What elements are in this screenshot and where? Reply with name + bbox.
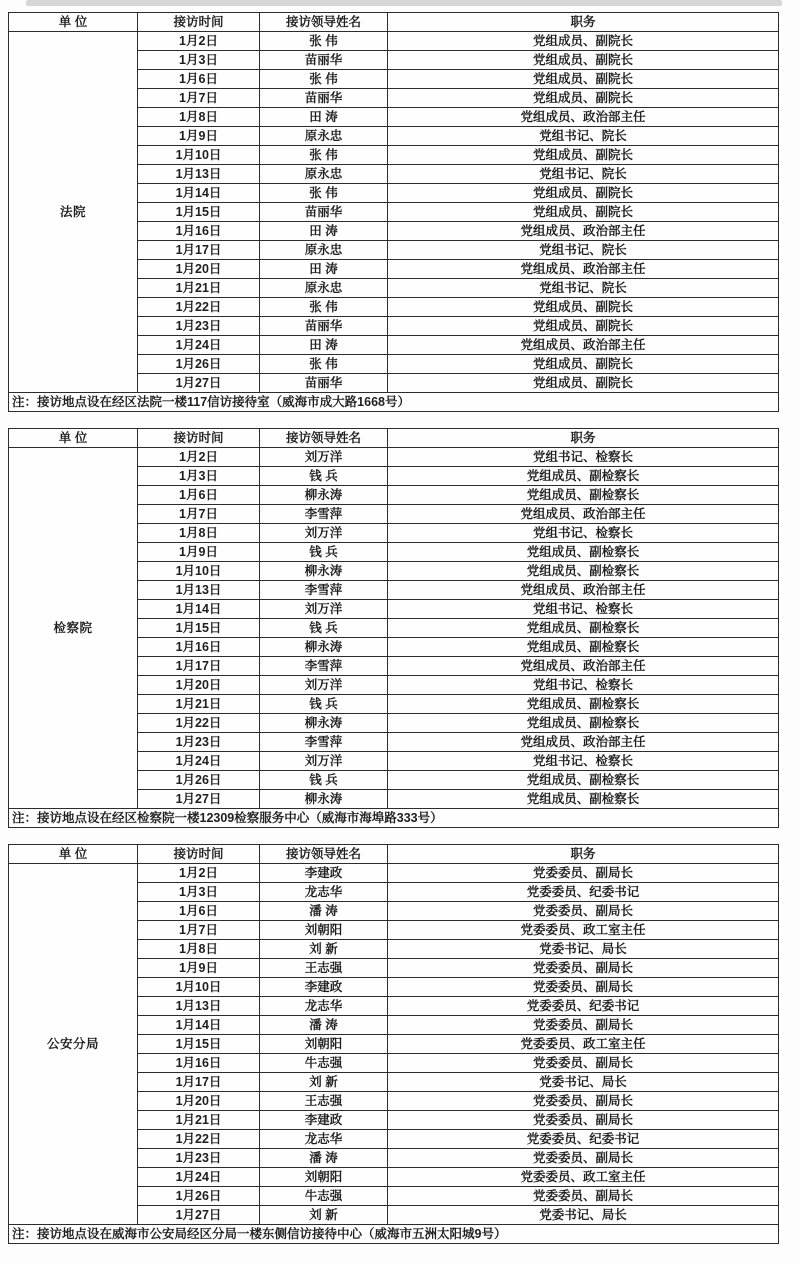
visit-date-cell: 1月9日 — [138, 127, 260, 146]
leader-name-cell: 柳永涛 — [260, 790, 388, 809]
schedule-table-procuratorate — [8, 428, 779, 828]
visit-date-cell: 1月16日 — [138, 1054, 260, 1073]
position-cell: 党组成员、副检察长 — [388, 467, 779, 486]
position-cell: 党组书记、院长 — [388, 241, 779, 260]
leader-name-cell: 刘朝阳 — [260, 921, 388, 940]
position-cell: 党组书记、检察长 — [388, 676, 779, 695]
leader-name-cell: 苗丽华 — [260, 89, 388, 108]
leader-name-cell: 张 伟 — [260, 32, 388, 51]
visit-date-cell: 1月7日 — [138, 505, 260, 524]
visit-date-cell: 1月20日 — [138, 1092, 260, 1111]
leader-name-cell: 苗丽华 — [260, 51, 388, 70]
column-header: 接访时间 — [138, 13, 260, 32]
leader-name-cell: 刘万洋 — [260, 752, 388, 771]
position-cell: 党组书记、检察长 — [388, 752, 779, 771]
leader-name-cell: 李建政 — [260, 978, 388, 997]
position-cell: 党委书记、局长 — [388, 940, 779, 959]
visit-date-cell: 1月15日 — [138, 619, 260, 638]
visit-date-cell: 1月2日 — [138, 448, 260, 467]
visit-date-cell: 1月24日 — [138, 752, 260, 771]
leader-name-cell: 苗丽华 — [260, 317, 388, 336]
position-cell: 党组成员、政治部主任 — [388, 657, 779, 676]
leader-name-cell: 李建政 — [260, 864, 388, 883]
visit-date-cell: 1月8日 — [138, 108, 260, 127]
position-cell: 党组成员、政治部主任 — [388, 336, 779, 355]
visit-date-cell: 1月2日 — [138, 864, 260, 883]
leader-name-cell: 龙志华 — [260, 883, 388, 902]
visit-date-cell: 1月8日 — [138, 524, 260, 543]
visit-date-cell: 1月26日 — [138, 771, 260, 790]
leader-name-cell: 龙志华 — [260, 1130, 388, 1149]
position-cell: 党组成员、副院长 — [388, 355, 779, 374]
leader-name-cell: 王志强 — [260, 959, 388, 978]
leader-name-cell: 苗丽华 — [260, 203, 388, 222]
leader-name-cell: 牛志强 — [260, 1054, 388, 1073]
column-header: 单 位 — [9, 845, 138, 864]
position-cell: 党委委员、政工室主任 — [388, 1035, 779, 1054]
position-cell: 党组书记、院长 — [388, 165, 779, 184]
visit-date-cell: 1月14日 — [138, 1016, 260, 1035]
visit-date-cell: 1月7日 — [138, 89, 260, 108]
visit-date-cell: 1月16日 — [138, 222, 260, 241]
visit-date-cell: 1月14日 — [138, 600, 260, 619]
position-cell: 党委委员、副局长 — [388, 1092, 779, 1111]
position-cell: 党组成员、副检察长 — [388, 771, 779, 790]
visit-date-cell: 1月20日 — [138, 260, 260, 279]
column-header: 接访领导姓名 — [260, 13, 388, 32]
position-cell: 党组成员、政治部主任 — [388, 260, 779, 279]
visit-date-cell: 1月22日 — [138, 714, 260, 733]
position-cell: 党组成员、副院长 — [388, 89, 779, 108]
leader-name-cell: 牛志强 — [260, 1187, 388, 1206]
leader-name-cell: 苗丽华 — [260, 374, 388, 393]
position-cell: 党组成员、副院长 — [388, 70, 779, 89]
note-row — [9, 393, 779, 412]
column-header: 单 位 — [9, 13, 138, 32]
visit-date-cell: 1月27日 — [138, 790, 260, 809]
position-cell: 党组书记、院长 — [388, 127, 779, 146]
visit-date-cell: 1月3日 — [138, 51, 260, 70]
table-row — [9, 448, 779, 467]
visit-date-cell: 1月20日 — [138, 676, 260, 695]
visit-date-cell: 1月27日 — [138, 1206, 260, 1225]
leader-name-cell: 刘万洋 — [260, 600, 388, 619]
position-cell: 党委委员、副局长 — [388, 978, 779, 997]
position-cell: 党组成员、副检察长 — [388, 790, 779, 809]
position-cell: 党委委员、副局长 — [388, 1111, 779, 1130]
table-row — [9, 32, 779, 51]
leader-name-cell: 李雪萍 — [260, 505, 388, 524]
column-header: 职务 — [388, 13, 779, 32]
visit-date-cell: 1月15日 — [138, 1035, 260, 1054]
visit-date-cell: 1月24日 — [138, 336, 260, 355]
column-header: 接访时间 — [138, 429, 260, 448]
position-cell: 党组成员、副院长 — [388, 374, 779, 393]
leader-name-cell: 刘 新 — [260, 1073, 388, 1092]
header-row — [9, 845, 779, 864]
position-cell: 党委委员、纪委书记 — [388, 883, 779, 902]
position-cell: 党委委员、政工室主任 — [388, 921, 779, 940]
leader-name-cell: 李雪萍 — [260, 657, 388, 676]
position-cell: 党组书记、院长 — [388, 279, 779, 298]
visit-date-cell: 1月6日 — [138, 902, 260, 921]
visit-date-cell: 1月14日 — [138, 184, 260, 203]
leader-name-cell: 潘 涛 — [260, 1016, 388, 1035]
leader-name-cell: 原永忠 — [260, 241, 388, 260]
visit-date-cell: 1月22日 — [138, 298, 260, 317]
leader-name-cell: 田 涛 — [260, 222, 388, 241]
visit-date-cell: 1月21日 — [138, 695, 260, 714]
leader-name-cell: 李雪萍 — [260, 581, 388, 600]
visit-date-cell: 1月2日 — [138, 32, 260, 51]
leader-name-cell: 钱 兵 — [260, 619, 388, 638]
visit-date-cell: 1月17日 — [138, 1073, 260, 1092]
visit-date-cell: 1月13日 — [138, 997, 260, 1016]
visit-date-cell: 1月9日 — [138, 959, 260, 978]
visit-date-cell: 1月24日 — [138, 1168, 260, 1187]
leader-name-cell: 刘朝阳 — [260, 1168, 388, 1187]
leader-name-cell: 潘 涛 — [260, 902, 388, 921]
position-cell: 党组成员、副院长 — [388, 51, 779, 70]
position-cell: 党委书记、局长 — [388, 1073, 779, 1092]
visit-date-cell: 1月3日 — [138, 467, 260, 486]
visit-date-cell: 1月26日 — [138, 1187, 260, 1206]
leader-name-cell: 张 伟 — [260, 184, 388, 203]
visit-date-cell: 1月23日 — [138, 1149, 260, 1168]
scan-edge-artifact — [26, 0, 782, 6]
header-row — [9, 429, 779, 448]
column-header: 接访时间 — [138, 845, 260, 864]
leader-name-cell: 田 涛 — [260, 108, 388, 127]
position-cell: 党组成员、副检察长 — [388, 619, 779, 638]
leader-name-cell: 田 涛 — [260, 260, 388, 279]
position-cell: 党委委员、副局长 — [388, 1016, 779, 1035]
note-row — [9, 1225, 779, 1244]
position-cell: 党组成员、副院长 — [388, 184, 779, 203]
visit-date-cell: 1月13日 — [138, 165, 260, 184]
visit-date-cell: 1月3日 — [138, 883, 260, 902]
leader-name-cell: 刘 新 — [260, 940, 388, 959]
leader-name-cell: 钱 兵 — [260, 695, 388, 714]
position-cell: 党委委员、副局长 — [388, 1054, 779, 1073]
leader-name-cell: 钱 兵 — [260, 543, 388, 562]
position-cell: 党组成员、副检察长 — [388, 543, 779, 562]
position-cell: 党组成员、副院长 — [388, 32, 779, 51]
position-cell: 党组书记、检察长 — [388, 448, 779, 467]
visit-date-cell: 1月6日 — [138, 486, 260, 505]
unit-cell: 检察院 — [9, 448, 138, 809]
position-cell: 党组成员、副检察长 — [388, 562, 779, 581]
visit-date-cell: 1月23日 — [138, 317, 260, 336]
position-cell: 党委委员、副局长 — [388, 1187, 779, 1206]
leader-name-cell: 柳永涛 — [260, 562, 388, 581]
position-cell: 党组成员、政治部主任 — [388, 733, 779, 752]
leader-name-cell: 刘万洋 — [260, 448, 388, 467]
position-cell: 党委委员、纪委书记 — [388, 1130, 779, 1149]
position-cell: 党委委员、副局长 — [388, 864, 779, 883]
position-cell: 党组成员、副检察长 — [388, 638, 779, 657]
leader-name-cell: 张 伟 — [260, 298, 388, 317]
visit-date-cell: 1月15日 — [138, 203, 260, 222]
position-cell: 党组成员、副检察长 — [388, 695, 779, 714]
visit-date-cell: 1月17日 — [138, 657, 260, 676]
leader-name-cell: 原永忠 — [260, 279, 388, 298]
position-cell: 党组成员、副院长 — [388, 203, 779, 222]
visit-date-cell: 1月10日 — [138, 562, 260, 581]
position-cell: 党组成员、副检察长 — [388, 714, 779, 733]
reception-location-note: 注：接访地点设在经区法院一楼117信访接待室（威海市成大路1668号） — [9, 393, 779, 412]
visit-date-cell: 1月7日 — [138, 921, 260, 940]
leader-name-cell: 田 涛 — [260, 336, 388, 355]
visit-date-cell: 1月22日 — [138, 1130, 260, 1149]
position-cell: 党委委员、纪委书记 — [388, 997, 779, 1016]
leader-name-cell: 王志强 — [260, 1092, 388, 1111]
leader-name-cell: 刘 新 — [260, 1206, 388, 1225]
position-cell: 党组成员、政治部主任 — [388, 581, 779, 600]
visit-date-cell: 1月13日 — [138, 581, 260, 600]
leader-name-cell: 张 伟 — [260, 146, 388, 165]
leader-name-cell: 张 伟 — [260, 70, 388, 89]
visit-date-cell: 1月26日 — [138, 355, 260, 374]
column-header: 接访领导姓名 — [260, 429, 388, 448]
visit-date-cell: 1月6日 — [138, 70, 260, 89]
position-cell: 党组书记、检察长 — [388, 600, 779, 619]
reception-location-note: 注：接访地点设在威海市公安局经区分局一楼东侧信访接待中心（威海市五洲太阳城9号） — [9, 1225, 779, 1244]
visit-date-cell: 1月21日 — [138, 279, 260, 298]
leader-name-cell: 李雪萍 — [260, 733, 388, 752]
visit-date-cell: 1月10日 — [138, 146, 260, 165]
leader-name-cell: 原永忠 — [260, 127, 388, 146]
position-cell: 党委书记、局长 — [388, 1206, 779, 1225]
leader-name-cell: 刘万洋 — [260, 524, 388, 543]
column-header: 单 位 — [9, 429, 138, 448]
unit-cell: 法院 — [9, 32, 138, 393]
visit-date-cell: 1月21日 — [138, 1111, 260, 1130]
position-cell: 党委委员、副局长 — [388, 1149, 779, 1168]
visit-date-cell: 1月10日 — [138, 978, 260, 997]
position-cell: 党委委员、政工室主任 — [388, 1168, 779, 1187]
position-cell: 党委委员、副局长 — [388, 902, 779, 921]
schedule-table-public-security-branch — [8, 844, 779, 1244]
visit-date-cell: 1月17日 — [138, 241, 260, 260]
visit-date-cell: 1月27日 — [138, 374, 260, 393]
leader-name-cell: 柳永涛 — [260, 714, 388, 733]
position-cell: 党组成员、副院长 — [388, 298, 779, 317]
leader-name-cell: 龙志华 — [260, 997, 388, 1016]
visit-date-cell: 1月9日 — [138, 543, 260, 562]
position-cell: 党组成员、政治部主任 — [388, 505, 779, 524]
position-cell: 党组成员、副检察长 — [388, 486, 779, 505]
position-cell: 党组成员、副院长 — [388, 146, 779, 165]
position-cell: 党组书记、检察长 — [388, 524, 779, 543]
visit-date-cell: 1月8日 — [138, 940, 260, 959]
reception-location-note: 注：接访地点设在经区检察院一楼12309检察服务中心（威海市海埠路333号） — [9, 809, 779, 828]
leader-name-cell: 刘朝阳 — [260, 1035, 388, 1054]
visit-date-cell: 1月16日 — [138, 638, 260, 657]
header-row — [9, 13, 779, 32]
note-row — [9, 809, 779, 828]
leader-name-cell: 张 伟 — [260, 355, 388, 374]
column-header: 接访领导姓名 — [260, 845, 388, 864]
visit-date-cell: 1月23日 — [138, 733, 260, 752]
leader-name-cell: 钱 兵 — [260, 467, 388, 486]
position-cell: 党组成员、副院长 — [388, 317, 779, 336]
column-header: 职务 — [388, 845, 779, 864]
position-cell: 党组成员、政治部主任 — [388, 222, 779, 241]
leader-name-cell: 刘万洋 — [260, 676, 388, 695]
unit-cell: 公安分局 — [9, 864, 138, 1225]
leader-name-cell: 柳永涛 — [260, 486, 388, 505]
column-header: 职务 — [388, 429, 779, 448]
position-cell: 党组成员、政治部主任 — [388, 108, 779, 127]
table-row — [9, 864, 779, 883]
leader-name-cell: 李建政 — [260, 1111, 388, 1130]
position-cell: 党委委员、副局长 — [388, 959, 779, 978]
leader-name-cell: 柳永涛 — [260, 638, 388, 657]
leader-name-cell: 钱 兵 — [260, 771, 388, 790]
schedule-table-court — [8, 12, 779, 412]
leader-name-cell: 潘 涛 — [260, 1149, 388, 1168]
leader-name-cell: 原永忠 — [260, 165, 388, 184]
